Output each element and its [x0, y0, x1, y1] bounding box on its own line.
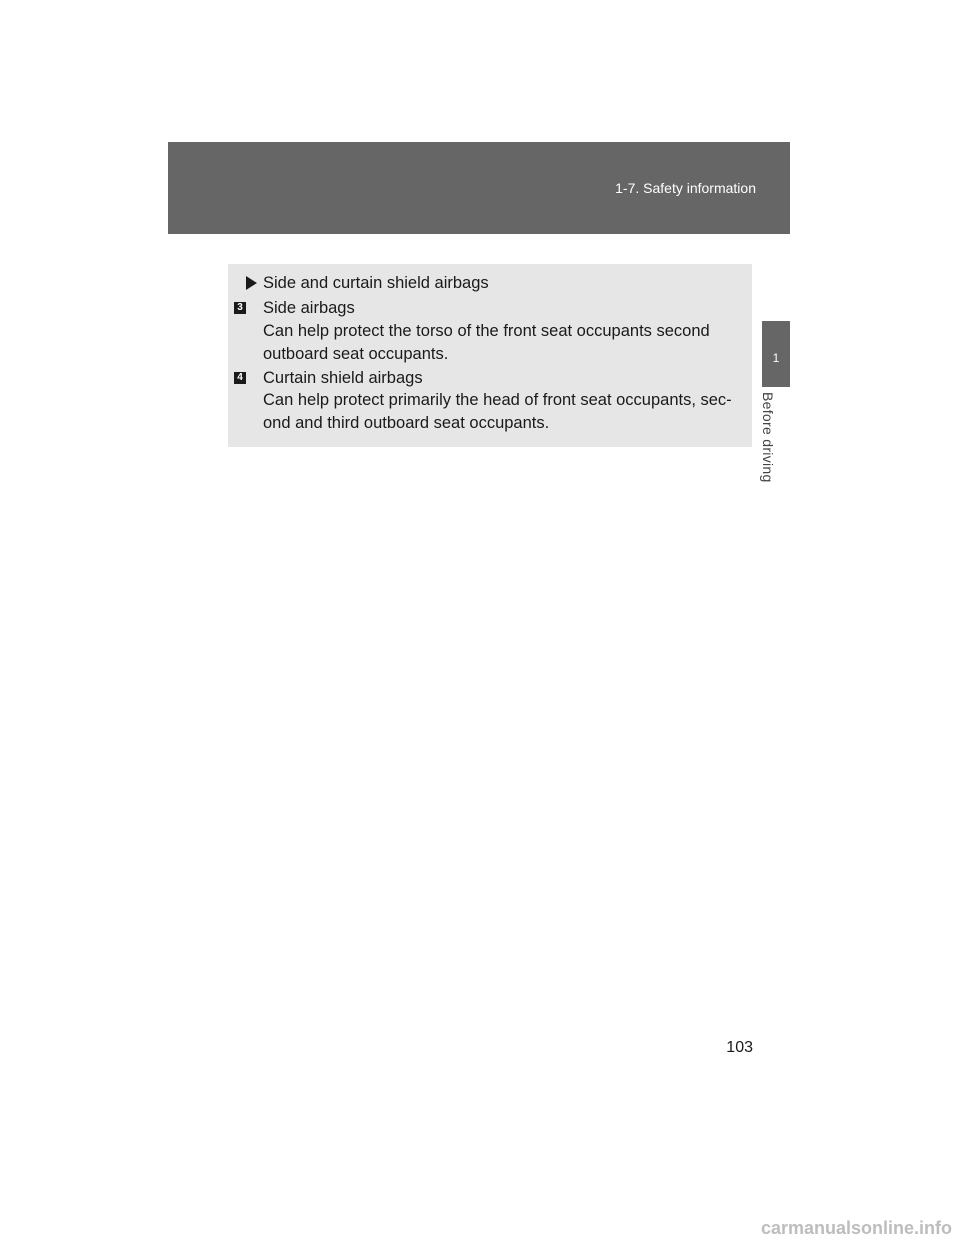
item-description-line: ond and third outboard seat occupants.: [263, 414, 550, 432]
chapter-number: 1: [772, 351, 780, 365]
info-heading: Side and curtain shield airbags: [263, 274, 489, 292]
info-box: [228, 264, 752, 447]
number-3-icon: 3: [234, 302, 246, 314]
right-arrow-icon: [246, 276, 257, 290]
header-band: [168, 142, 790, 234]
watermark: carmanualsonline.info: [760, 1218, 952, 1238]
number-4-icon: 4: [234, 372, 246, 384]
item-description-line: Can help protect the torso of the front seat occupants second: [263, 322, 710, 340]
chapter-tab: [762, 321, 790, 387]
section-title: 1-7. Safety information: [615, 180, 756, 196]
chapter-label: Before driving: [760, 392, 776, 483]
page-number: 103: [726, 1039, 753, 1056]
item-description-line: Can help protect primarily the head of front seat occupants, sec-: [263, 391, 732, 409]
item-title: Side airbags: [263, 299, 355, 317]
item-description-line: outboard seat occupants.: [263, 345, 449, 363]
item-title: Curtain shield airbags: [263, 369, 423, 387]
